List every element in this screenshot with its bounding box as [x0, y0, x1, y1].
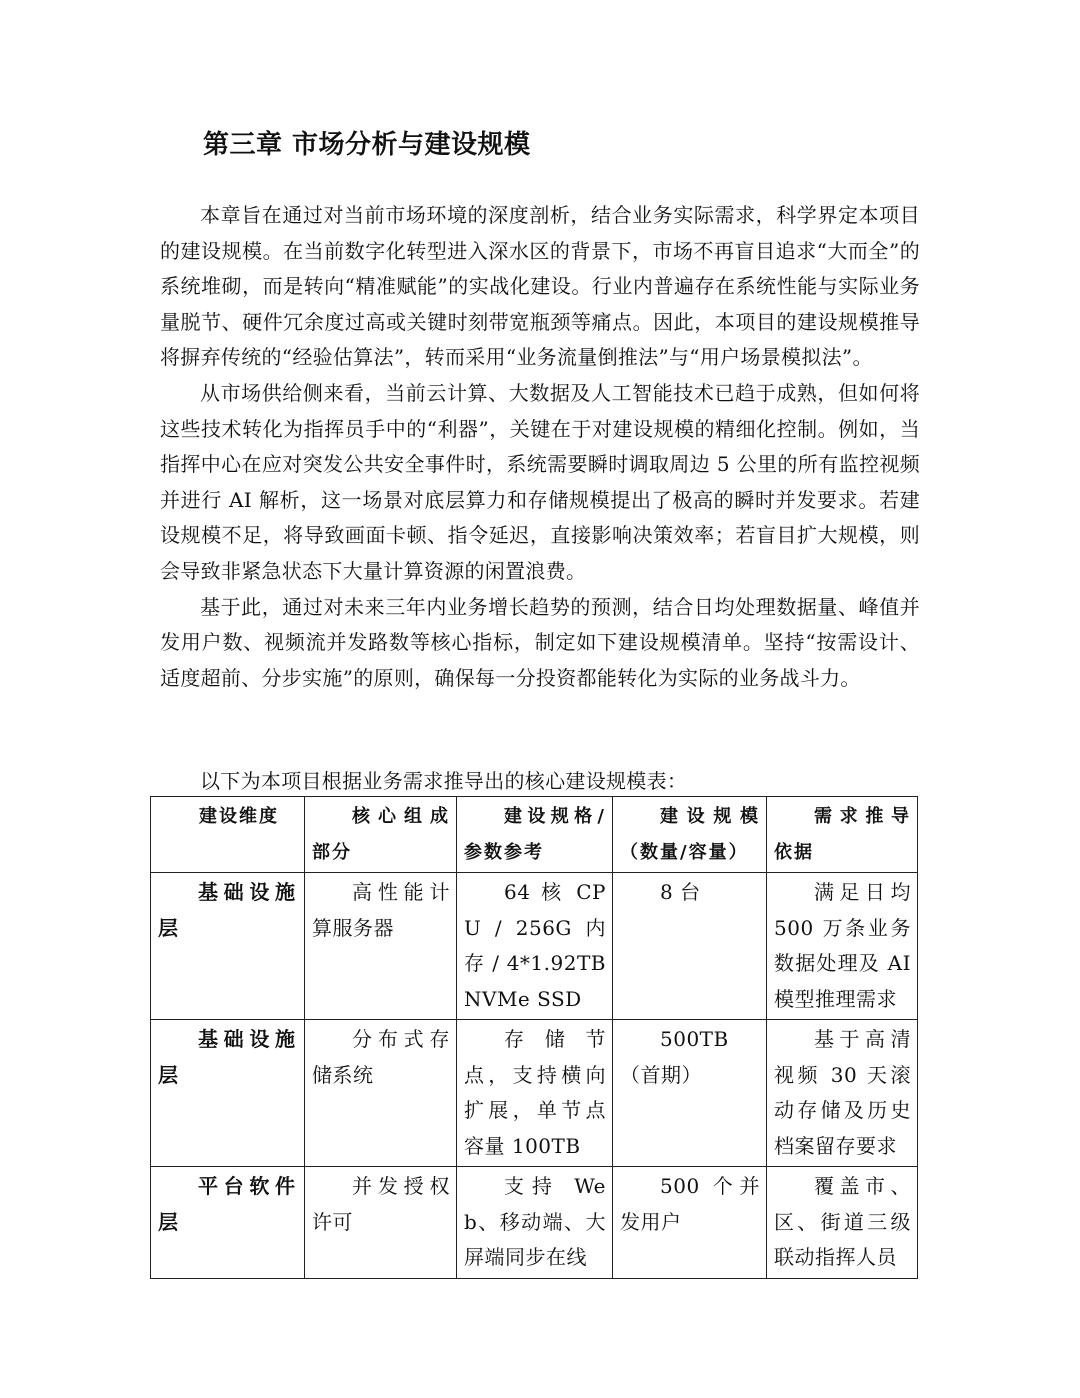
header-cell: 核心组成部分 [305, 797, 457, 873]
paragraph: 从市场供给侧来看，当前云计算、大数据及人工智能技术已趋于成熟，但如何将这些技术转化为指挥员手中的“利器”，关键在于对建设规模的精细化控制。例如，当指挥中心在应对突发公共安全事件时，系统需要瞬时调取周边 5 公里的所有监控视频并进行 AI 解析，这一场景对底层算力和存储规模提出了极高的瞬时并发要求。若建设规模不足，将导致画面卡顿、指令延迟，直接影响决策效率；若盲目扩大规模，则会导致非紧急状态下大量计算资源的闲置浪费。 [160, 380, 920, 583]
table-cell: 基于高清视频 30 天滚动存储及历史档案留存要求 [767, 1020, 918, 1167]
header-cell: 建设维度 [151, 797, 305, 873]
chapter-title: 第三章 市场分析与建设规模 [203, 130, 531, 160]
construction-scale-table [150, 796, 918, 1279]
table-row [151, 873, 918, 1020]
header-cell: 需求推导依据 [767, 797, 918, 873]
paragraph: 本章旨在通过对当前市场环境的深度剖析，结合业务实际需求，科学界定本项目的建设规模。在当前数字化转型进入深水区的背景下，市场不再盲目追求“大而全”的系统堆砌，而是转向“精准赋能”的实战化建设。行业内普遍存在系统性能与实际业务量脱节、硬件冗余度过高或关键时刻带宽瓶颈等痛点。因此，本项目的建设规模推导将摒弃传统的“经验估算法”，转而采用“业务流量倒推法”与“用户场景模拟法”。 [160, 203, 920, 370]
table-cell: 支持 Web、移动端、大屏端同步在线 [457, 1167, 613, 1279]
table-cell: 高性能计算服务器 [305, 873, 457, 1020]
table-cell: 存储节点，支持横向扩展，单节点容量 100TB [457, 1020, 613, 1167]
table-cell: 满足日均 500 万条业务数据处理及 AI 模型推理需求 [767, 873, 918, 1020]
table-cell: 基础设施层 [151, 873, 305, 1020]
table-cell: 64 核 CPU / 256G 内存 / 4*1.92TB NVMe SSD [457, 873, 613, 1020]
table-cell: 基础设施层 [151, 1020, 305, 1167]
table-header-row [151, 797, 918, 873]
table-cell: 平台软件层 [151, 1167, 305, 1279]
header-cell: 建设规格/参数参考 [457, 797, 613, 873]
paragraph: 基于此，通过对未来三年内业务增长趋势的预测，结合日均处理数据量、峰值并发用户数、视频流并发路数等核心指标，制定如下建设规模清单。坚持“按需设计、适度超前、分步实施”的原则，确保每一分投资都能转化为实际的业务战斗力。 [160, 594, 920, 690]
table-cell: 分布式存储系统 [305, 1020, 457, 1167]
table-cell: 并发授权许可 [305, 1167, 457, 1279]
table-row [151, 1020, 918, 1167]
table-row [151, 1167, 918, 1279]
header-cell: 建设规模（数量/容量） [613, 797, 767, 873]
table-cell: 覆盖市、区、街道三级联动指挥人员 [767, 1167, 918, 1279]
table-lead-text: 以下为本项目根据业务需求推导出的核心建设规模表： [200, 769, 688, 793]
table-cell: 500 个并发用户 [613, 1167, 767, 1279]
table-cell: 500TB（首期） [613, 1020, 767, 1167]
body-text [160, 198, 920, 696]
table-cell: 8 台 [613, 873, 767, 1020]
